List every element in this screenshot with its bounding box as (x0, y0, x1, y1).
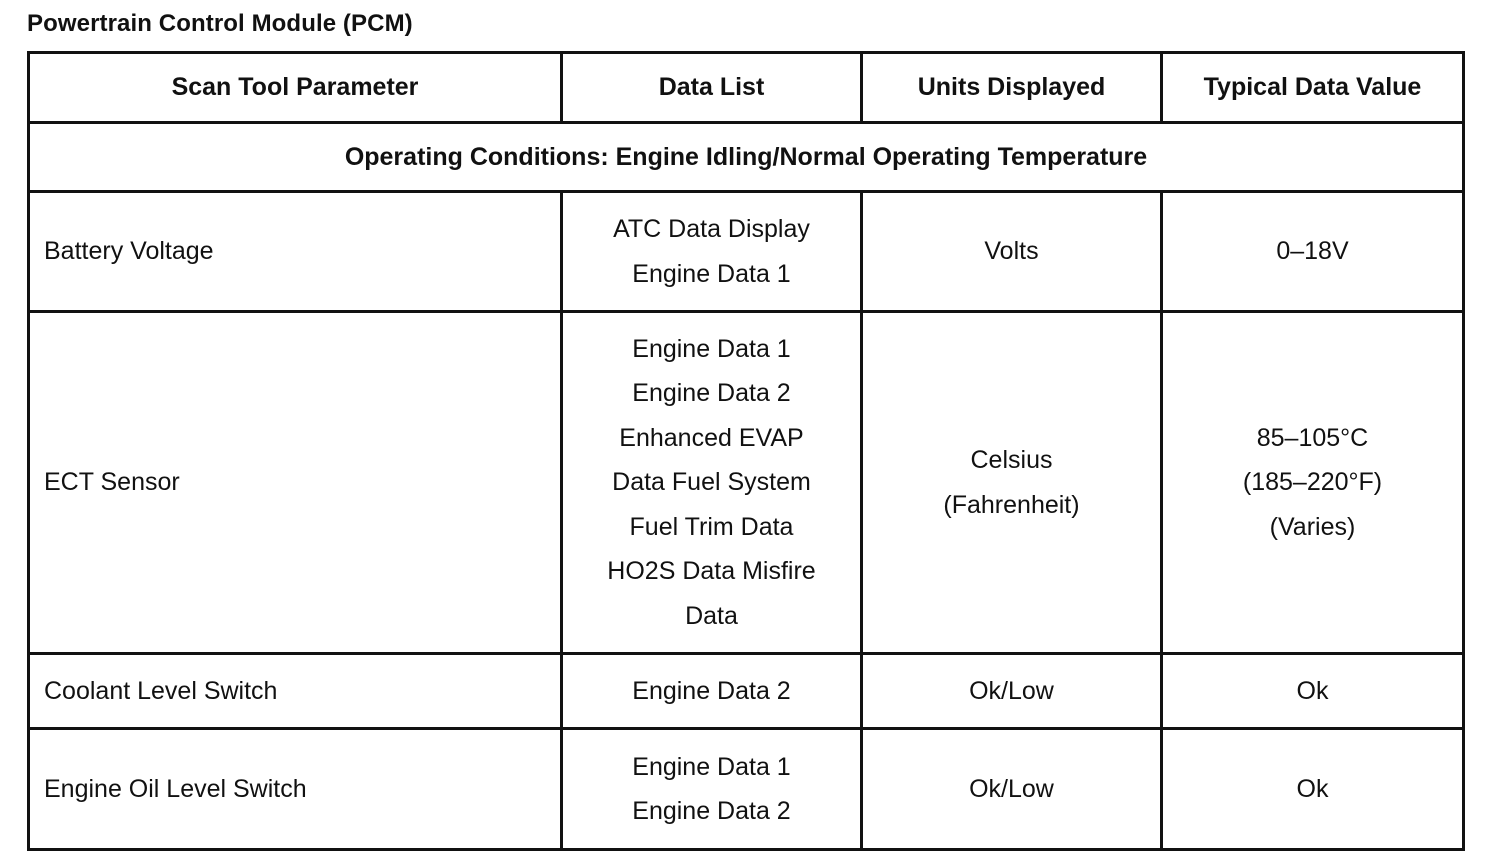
units-cell (862, 654, 1162, 729)
data-list-line: Engine Data 1 (632, 752, 791, 781)
table-row (29, 312, 1464, 654)
data-list-line: Data (685, 601, 738, 630)
units-line: (Fahrenheit) (943, 490, 1080, 519)
table-row (29, 729, 1464, 850)
units-cell (862, 312, 1162, 654)
data-list-line: Engine Data 2 (632, 797, 791, 825)
data-list-cell (562, 312, 862, 654)
page-title: Powertrain Control Module (PCM) (27, 10, 413, 37)
units-line: Ok/Low (969, 676, 1054, 705)
data-list-line: Fuel Trim Data (629, 512, 794, 541)
units-cell (862, 729, 1162, 850)
typical-value-line: 85–105°C (1256, 423, 1369, 452)
data-list-cell (562, 192, 862, 312)
parameter-cell: Coolant Level Switch (29, 654, 562, 729)
operating-conditions-row (29, 123, 1464, 192)
typical-value-cell (1162, 729, 1464, 850)
data-list-line: ATC Data Display (613, 215, 810, 243)
data-list-line: Engine Data 1 (632, 334, 791, 363)
typical-value-line: (Varies) (1269, 512, 1356, 541)
data-list-line: Engine Data 2 (632, 676, 791, 705)
data-list-line: HO2S Data Misfire (607, 557, 816, 586)
units-line: Volts (984, 237, 1039, 266)
parameter-cell: Engine Oil Level Switch (29, 729, 562, 850)
header-typical-data-value: Typical Data Value (1162, 53, 1464, 123)
table-row (29, 654, 1464, 729)
header-data-list: Data List (562, 53, 862, 123)
header-units-displayed: Units Displayed (862, 53, 1162, 123)
typical-value-line: Ok (1296, 676, 1329, 705)
typical-value-cell (1162, 654, 1464, 729)
pcm-data-table (27, 51, 1465, 851)
data-list-line: Enhanced EVAP (619, 423, 804, 452)
table-header-row (29, 53, 1464, 123)
data-list-cell (562, 654, 862, 729)
typical-value-line: 0–18V (1276, 237, 1349, 266)
typical-value-line: Ok (1296, 774, 1329, 803)
table-row (29, 192, 1464, 312)
header-scan-tool-parameter: Scan Tool Parameter (29, 53, 562, 123)
data-list-cell (562, 729, 862, 850)
units-line: Ok/Low (969, 774, 1054, 803)
operating-conditions: Operating Conditions: Engine Idling/Normal Operating Temperature (29, 123, 1464, 192)
units-cell (862, 192, 1162, 312)
typical-value-line: (185–220°F) (1242, 468, 1383, 497)
data-list-line: Engine Data 1 (632, 259, 791, 288)
parameter-cell: ECT Sensor (29, 312, 562, 654)
typical-value-cell (1162, 192, 1464, 312)
typical-value-cell (1162, 312, 1464, 654)
units-line: Celsius (970, 446, 1053, 474)
data-list-line: Data Fuel System (612, 468, 811, 497)
parameter-cell: Battery Voltage (29, 192, 562, 312)
data-list-line: Engine Data 2 (632, 379, 791, 408)
